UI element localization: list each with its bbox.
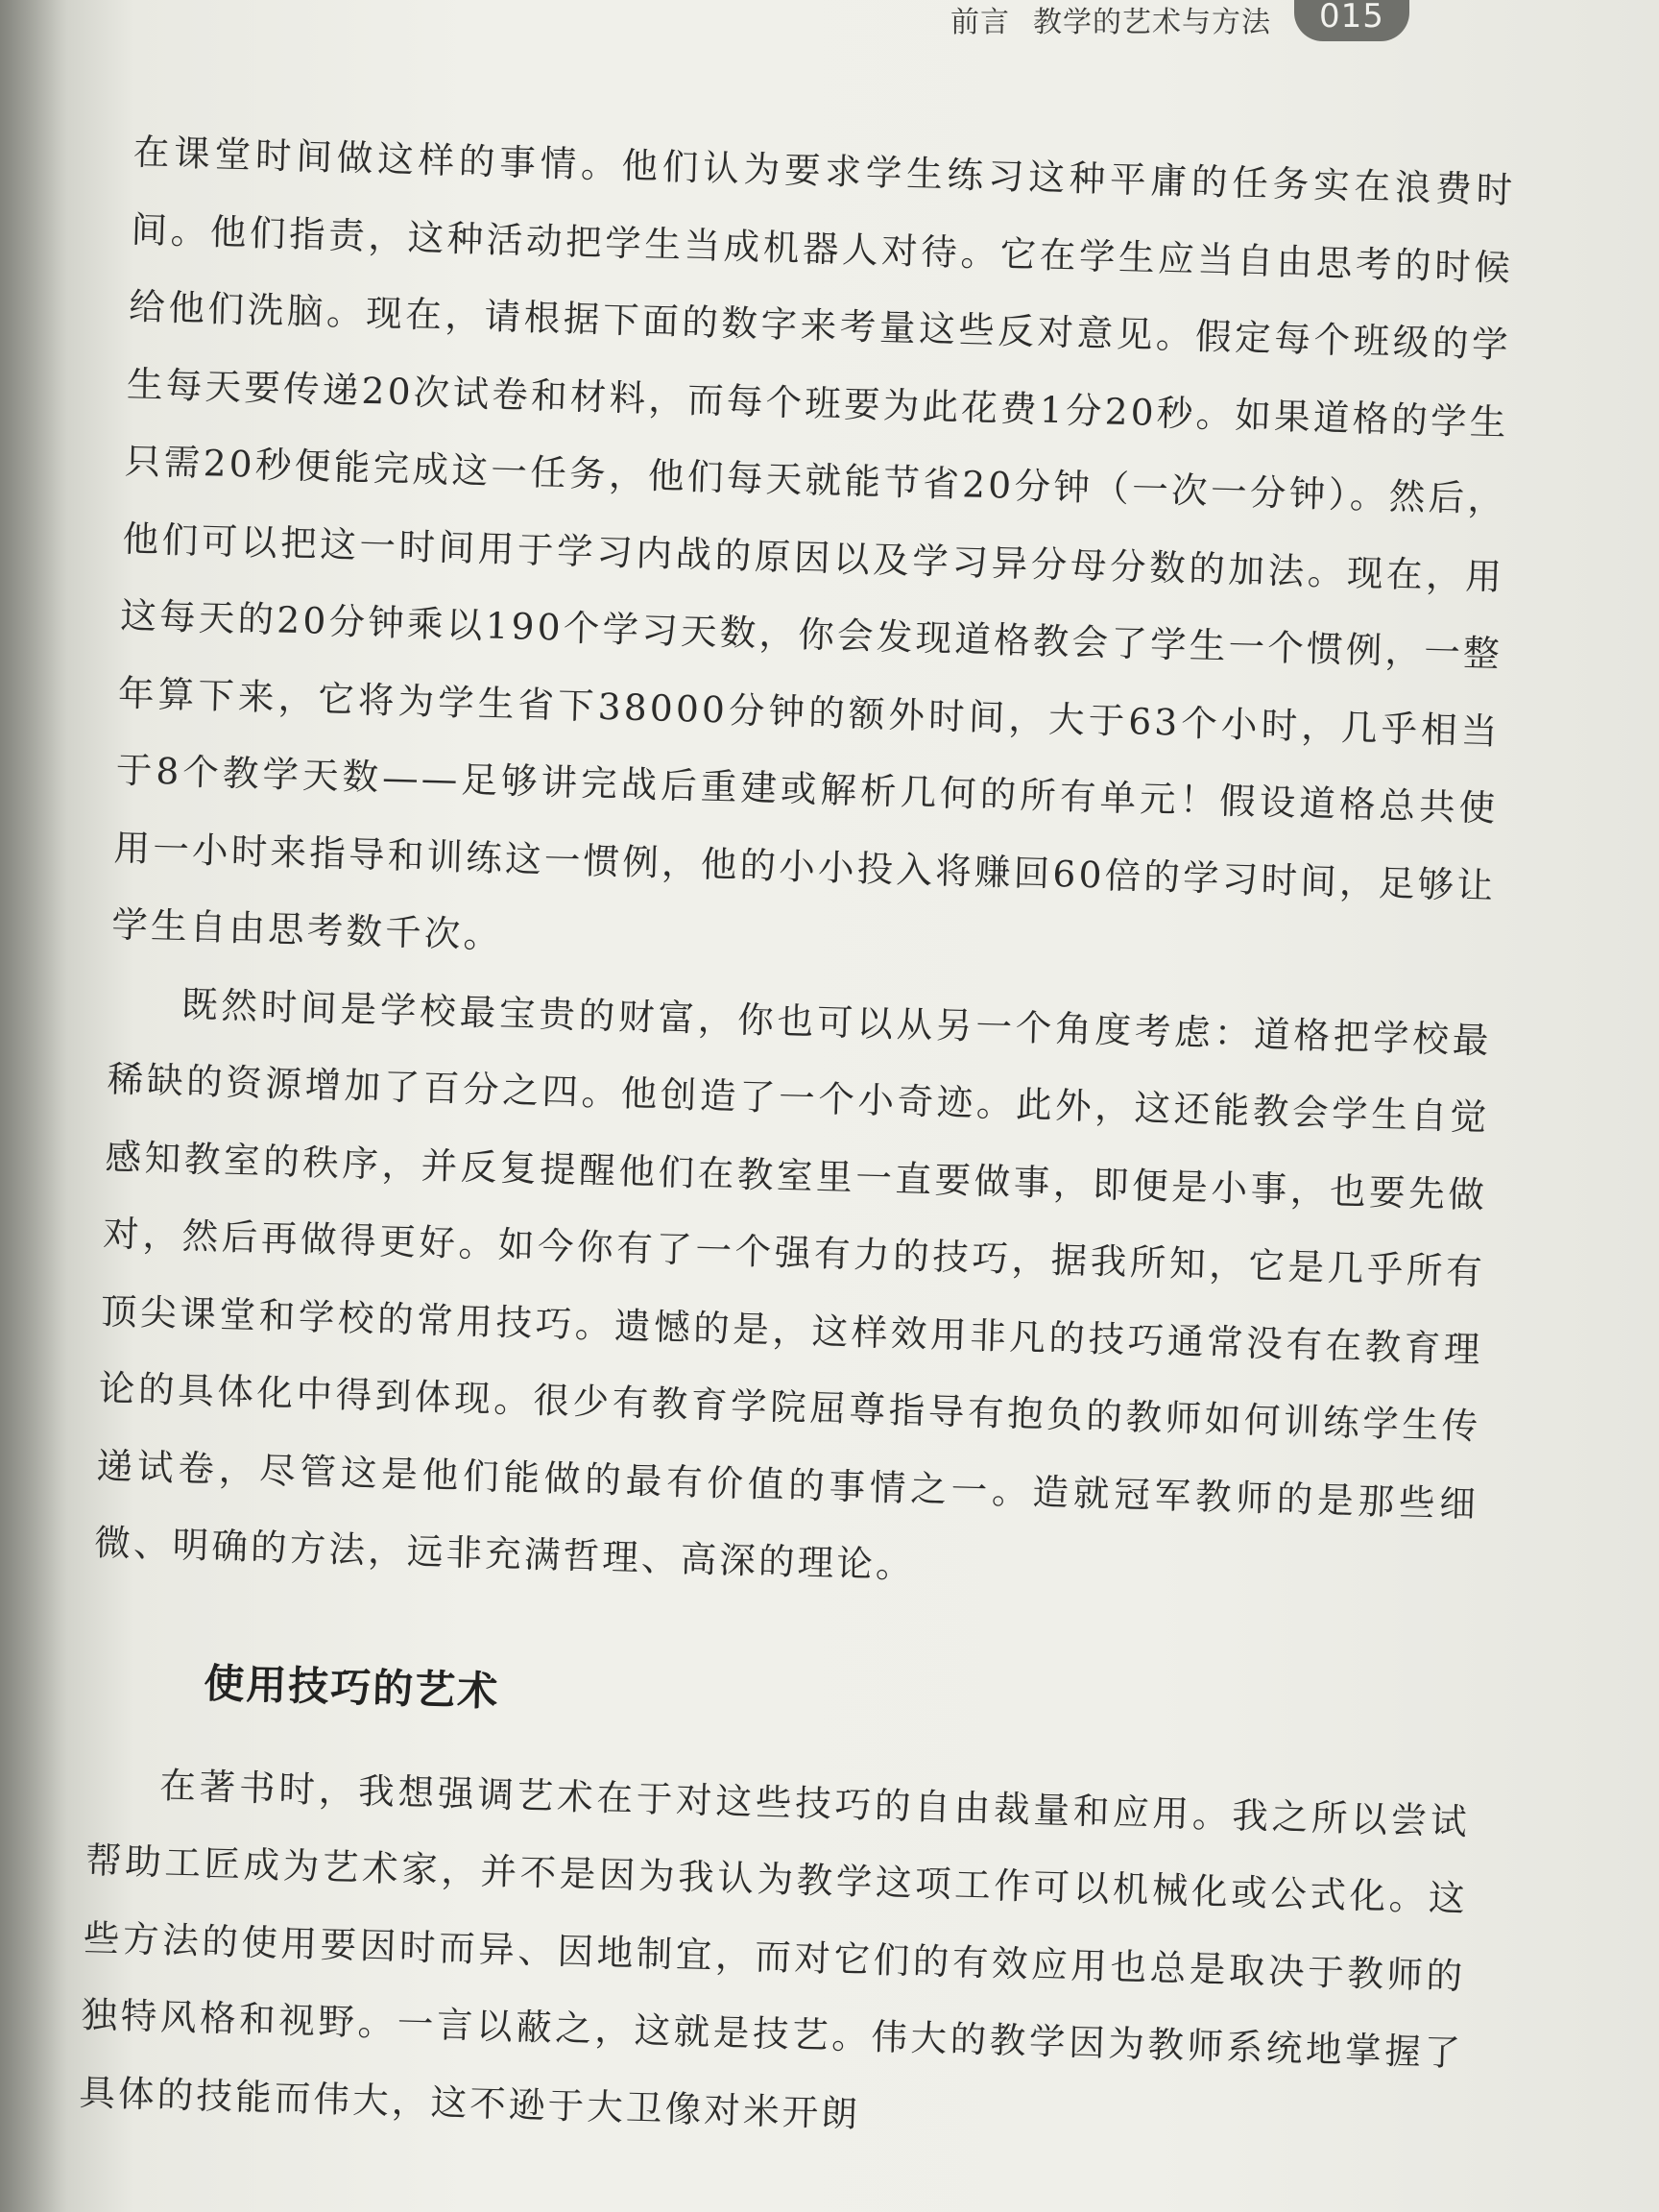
paragraph: 既然时间是学校最宝贵的财富，你也可以从另一个角度考虑：道格把学校最稀缺的资源增加了百分之四。他创造了一个小奇迹。此外，这还能教会学生自觉感知教室的秩序，并反复提醒他们在教室里一直要做事，即便是小事，也要先做对，然后再做得更好。如今你有了一个强有力的技巧，据我所知，它是几乎所有顶尖课堂和学校的常用技巧。遗憾的是，这样效用非凡的技巧通常没有在教育理论的具体化中得到体现。很少有教育学院屈尊指导有抱负的教师如何训练学生传递试卷，尽管这是他们能做的最有价值的事情之一。造就冠军教师的是那些细微、明确的方法，远非充满哲理、高深的理论。 xyxy=(93,982,1493,1587)
paragraph: 在课堂时间做这样的事情。他们认为要求学生练习这种平庸的任务实在浪费时间。他们指责，这种活动把学生当成机器人对待。它在学生应当自由思考的时候给他们洗脑。现在，请根据下面的数字来考量这些反对意见。假定每个班级的学生每天要传递20次试卷和材料，而每个班要为此花费1分20秒。如果道格的学生只需20秒便能完成这一任务，他们每天就能节省20分钟（一次一分钟）。然后，他们可以把这一时间用于学习内战的原因以及学习异分母分数的加法。现在，用这每天的20分钟乘以190个学习天数，你会发现道格教会了学生一个惯例，一整年算下来，它将为学生省下38000分钟的额外时间，大于63个小时，几乎相当于8个教学天数——足够讲完战后重建或解析几何的所有单元！假设道格总共使用一小时来指导和训练这一惯例，他的小小投入将赚回60倍的学习时间，足够让学生自由思考数千次。 xyxy=(110,130,1516,957)
section-heading: 使用技巧的艺术 xyxy=(203,1659,500,1715)
book-gutter-shadow xyxy=(0,0,67,2212)
paragraph: 在著书时，我想强调艺术在于对这些技巧的自由裁量和应用。我之所以尝试帮助工匠成为艺术家，并不是因为我认为教学这项工作可以机械化或公式化。这些方法的使用要因时而异、因地制宜，而对它们的有效应用也总是取决于教师的独特风格和视野。一言以蔽之，这就是技艺。伟大的教学因为教师系统地掌握了具体的技能而伟大，这不逊于大卫像对米开朗 xyxy=(78,1763,1471,2135)
header-title: 教学的艺术与方法 xyxy=(1033,6,1271,39)
header-section: 前言 xyxy=(950,6,1010,39)
body-text xyxy=(78,113,1516,2169)
page-number: 015 xyxy=(1294,0,1409,41)
running-header xyxy=(950,0,1409,38)
